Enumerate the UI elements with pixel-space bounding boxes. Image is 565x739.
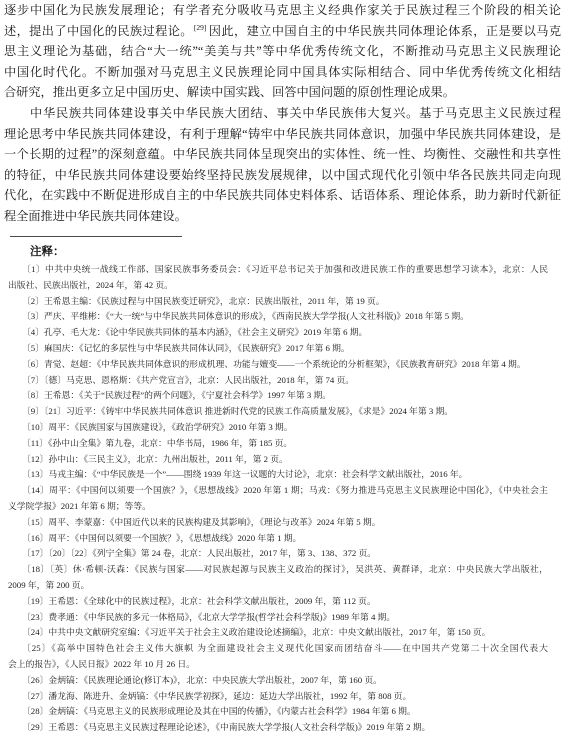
note-line — [8, 467, 548, 483]
note-line — [8, 562, 548, 578]
note-label: 〔1〕 — [22, 264, 46, 274]
note-text: 中共中央文献研究室编：《习近平关于社会主义政治建设论述摘编》，北京：中央文献出版社，2017 年，第 150 页。 — [48, 627, 491, 638]
note-3 — [8, 309, 548, 325]
note-label: 〔8〕 — [22, 390, 44, 401]
note-line — [8, 341, 548, 357]
note-line — [8, 625, 548, 641]
note-text: 费孝通：《中华民族的多元一体格局》，《北京大学学报(哲学社会科学版)》1989 年第 4 期。 — [48, 611, 396, 622]
note-line: 出版社、民族出版社，2024 年，第 42 页。 — [8, 279, 173, 290]
note-label: 〔29〕 — [22, 722, 49, 733]
note-text: 中共中央统一战线工作部、国家民族事务委员会：《习近平总书记关于加强和改进民族工作的重要思想学习读本》，北京：人民 — [45, 264, 548, 274]
body-line: 代化，在实践中不断促进形成自主的中华民族共同体史料体系、话语体系、理论体系，助力新时代新征 — [4, 188, 561, 203]
notes-divider — [10, 236, 182, 237]
note-label: 〔4〕 — [22, 327, 44, 338]
note-label: 〔3〕 — [22, 311, 44, 322]
note-text: 孔亭、毛大龙：《论中华民族共同体的基本内涵》，《社会主义研究》2019 年第 6 期。 — [44, 327, 368, 338]
note-line — [8, 546, 548, 562]
note-16 — [8, 531, 548, 547]
note-label: 〔28〕 — [22, 706, 49, 717]
note-17 — [8, 546, 548, 562]
note-label: 〔26〕 — [22, 674, 49, 685]
note-line — [8, 262, 548, 278]
note-19 — [8, 594, 548, 610]
note-10 — [8, 420, 548, 436]
note-text: 周平：《中国何以须要一个国族？》，《思想战线》2020 年第 1 期；马戎：《努力推进马克思主义民族理论中国化》，《中央社会主 — [49, 485, 548, 496]
note-line — [8, 531, 548, 547]
note-line — [8, 294, 548, 310]
note-15 — [8, 515, 548, 531]
note-text: 王希恩：《全球化中的民族过程》，北京：社会科学文献出版社，2009 年，第 112 页。 — [48, 595, 376, 606]
note-18 — [8, 562, 548, 594]
note-label: 〔16〕 — [22, 532, 49, 543]
note-line — [8, 373, 548, 389]
note-2 — [8, 294, 548, 310]
note-line: 会上的报告》，《人民日报》2022 年 10 月 26 日。 — [8, 658, 195, 669]
note-label: 〔15〕 — [22, 516, 49, 527]
note-label: 〔10〕 — [22, 421, 49, 432]
note-label: 〔25〕 — [22, 643, 52, 654]
note-label: 〔2〕 — [22, 295, 44, 306]
note-8 — [8, 388, 548, 404]
note-label: 〔5〕 — [22, 342, 44, 353]
note-text: 潘龙海、陈进升、金炳镐：《中华民族学初探》，延边：延边大学出版社，1992 年，第 808 页。 — [48, 690, 412, 701]
note-label: 〔11〕 — [22, 437, 49, 448]
note-line — [8, 436, 548, 452]
note-11 — [8, 436, 548, 452]
note-label: 〔23〕 — [22, 611, 49, 622]
note-line — [8, 610, 548, 626]
note-line — [8, 689, 548, 705]
note-6 — [8, 357, 548, 373]
note-1 — [8, 262, 548, 294]
note-text: 《列宁全集》第 24 卷，北京：人民出版社，2017 年，第 3、138、372 页。 — [92, 548, 377, 559]
note-7 — [8, 373, 548, 389]
note-9 — [8, 404, 548, 420]
body-line: 的特征，中华民族共同体建设要始终坚持民族发展规律，以中国式现代化引领中华各民族共同走向现 — [4, 167, 561, 182]
note-5 — [8, 341, 548, 357]
note-line — [8, 594, 548, 610]
note-label: 〔18〕 — [22, 564, 50, 575]
note-label: 〔9〕〔21〕 — [22, 406, 66, 417]
paragraph-1 — [4, 0, 561, 103]
body-line: 思主义理论为基础，结合“大一统”“美美与共”等中华优秀传统文化，不断推动马克思主义民族理论 — [4, 44, 561, 59]
note-line — [8, 515, 548, 531]
note-label: 〔17〕〔20〕〔22〕 — [22, 548, 93, 559]
note-29 — [8, 720, 548, 736]
note-text: 〔德〕马克思、恩格斯：《共产党宣言》，北京：人民出版社，2018 年，第 74 页。 — [44, 374, 355, 385]
note-label: 〔13〕 — [22, 469, 49, 480]
note-line — [8, 388, 548, 404]
body-line: 理论思考中华民族共同体建设，有利于理解“铸牢中华民族共同体意识，加强中华民族共同体建设，是 — [4, 126, 561, 141]
note-text: 王希恩主编：《民族过程与中国民族变迁研究》，北京：民族出版社，2011 年，第 19 页。 — [44, 295, 385, 306]
paragraph-2 — [4, 103, 561, 227]
note-line — [8, 325, 548, 341]
note-line — [8, 404, 548, 420]
note-25 — [8, 641, 548, 673]
note-24 — [8, 625, 548, 641]
body-line-text: 述，提出了中国化的民族过程论。 — [4, 23, 193, 38]
note-line — [8, 673, 548, 689]
note-text: 青觉、赵超：《中华民族共同体意识的形成机理、功能与嬗变——一个系统论的分析框架》，《民族教育研究》2018 年第 4 期。 — [44, 358, 526, 369]
note-text: 马戎主编：《“中华民族是一个”——围绕 1939 年这一议题的大讨论》，北京：社会科学文献出版社，2016 年。 — [48, 469, 468, 480]
note-label: 〔27〕 — [22, 690, 49, 701]
note-line — [8, 641, 548, 657]
note-line — [8, 720, 548, 736]
note-line: 2009 年，第 200 页。 — [8, 579, 90, 590]
body-line: 中华民族共同体建设事关中华民族大团结、事关中华民族伟大复兴。基于马克思主义民族过程 — [30, 105, 561, 120]
note-27 — [8, 689, 548, 705]
note-23 — [8, 610, 548, 626]
note-text: 王希恩：《关于“民族过程”的两个问题》，《宁夏社会科学》1997 年第 3 期。 — [44, 390, 332, 401]
note-text: 周平：《民族国家与国族建设》，《政治学研究》2010 年第 3 期。 — [48, 421, 293, 432]
note-label: 〔19〕 — [22, 595, 49, 606]
body-line-text: 因此，建立中国自主的中华民族共同体理论体系，正是要以马克 — [208, 23, 561, 38]
footnote-ref: [29] — [193, 22, 207, 32]
body-line: 逐步中国化为民族发展理论；有学者充分吸收马克思主义经典作家关于民族过程三个阶段的相关论 — [4, 3, 561, 17]
note-text: 王希恩：《马克思主义民族过程理论论述》，《中南民族大学学报(人文社会科学版)》2019 年第 2 期。 — [48, 722, 431, 733]
note-label: 〔12〕 — [22, 453, 49, 464]
note-text: 习近平：《铸牢中华民族共同体意识 推进新时代党的民族工作高质量发展》，《求是》2024 年第 3 期。 — [65, 406, 454, 417]
note-text: 《高举中国特色社会主义伟大旗帜 为全面建设社会主义现代化国家而团结奋斗——在中国共产党第二十次全国代表大 — [51, 643, 548, 654]
note-text: 孙中山：《三民主义》，北京：九州出版社，2011 年，第 2 页。 — [48, 453, 288, 464]
note-label: 〔14〕 — [22, 485, 50, 496]
notes-list — [8, 262, 548, 736]
notes-heading: 注释： — [30, 246, 65, 258]
body-line: 程全面推进中华民族共同体建设。 — [4, 208, 187, 223]
note-13 — [8, 467, 548, 483]
note-label: 〔24〕 — [22, 627, 49, 638]
note-text: 周平、李蒙嘉：《中国近代以来的民族构建及其影响》，《理论与改革》2024 年第 5 期。 — [48, 516, 381, 527]
note-line — [8, 452, 548, 468]
note-text: 《孙中山全集》第九卷，北京：中华书局，1986 年，第 185 页。 — [48, 437, 293, 448]
note-text: 金炳镐：《马克思主义的民族形成理论及其在中国的传播》，《内蒙古社会科学》1984 年第 6 期。 — [48, 706, 416, 717]
note-12 — [8, 452, 548, 468]
body-line: 合研究，推出更多立足中国历史、解读中国实践、回答中国问题的原创性理论成果。 — [4, 85, 455, 100]
note-14 — [8, 483, 548, 515]
note-text: 〔英〕休·希顿-沃森：《民族与国家——对民族起源与民族主义政治的探讨》，吴洪英、黄群译，北京：中央民族大学出版社， — [49, 564, 548, 575]
note-line — [8, 309, 548, 325]
note-text: 周平：《中国何以须要一个国族？》，《思想战线》2020 年第 1 期。 — [48, 532, 302, 543]
note-line — [8, 704, 548, 720]
note-line: 义学院学报》2021 年第 6 期；等等。 — [8, 500, 151, 511]
note-label: 〔6〕 — [22, 358, 44, 369]
note-28 — [8, 704, 548, 720]
body-line: 中国化时代化。不断加强对马克思主义民族理论同中国具体实际相结合、同中华优秀传统文化相结 — [4, 64, 561, 79]
body-line — [4, 21, 561, 42]
note-line — [8, 420, 548, 436]
note-text: 金炳镐：《民族理论通论(修订本)》，北京：中央民族大学出版社，2007 年，第 160 页。 — [48, 674, 382, 685]
body-line: 一个长期的过程”的深刻意蕴。中华民族共同体呈现突出的实体性、统一性、均衡性、交融性和共享性 — [4, 147, 561, 162]
note-4 — [8, 325, 548, 341]
note-26 — [8, 673, 548, 689]
note-line — [8, 483, 548, 499]
note-label: 〔7〕 — [22, 374, 44, 385]
note-line — [8, 357, 548, 373]
note-text: 麻国庆：《记忆的多层性与中华民族共同体认同》，《民族研究》2017 年第 6 期。 — [44, 342, 350, 353]
note-text: 严庆、平维彬：《“大一统”与中华民族共同体意识的形成》，《西南民族大学学报(人文社科版)》2018 年第 5 期。 — [44, 311, 469, 322]
body-text — [4, 0, 561, 227]
